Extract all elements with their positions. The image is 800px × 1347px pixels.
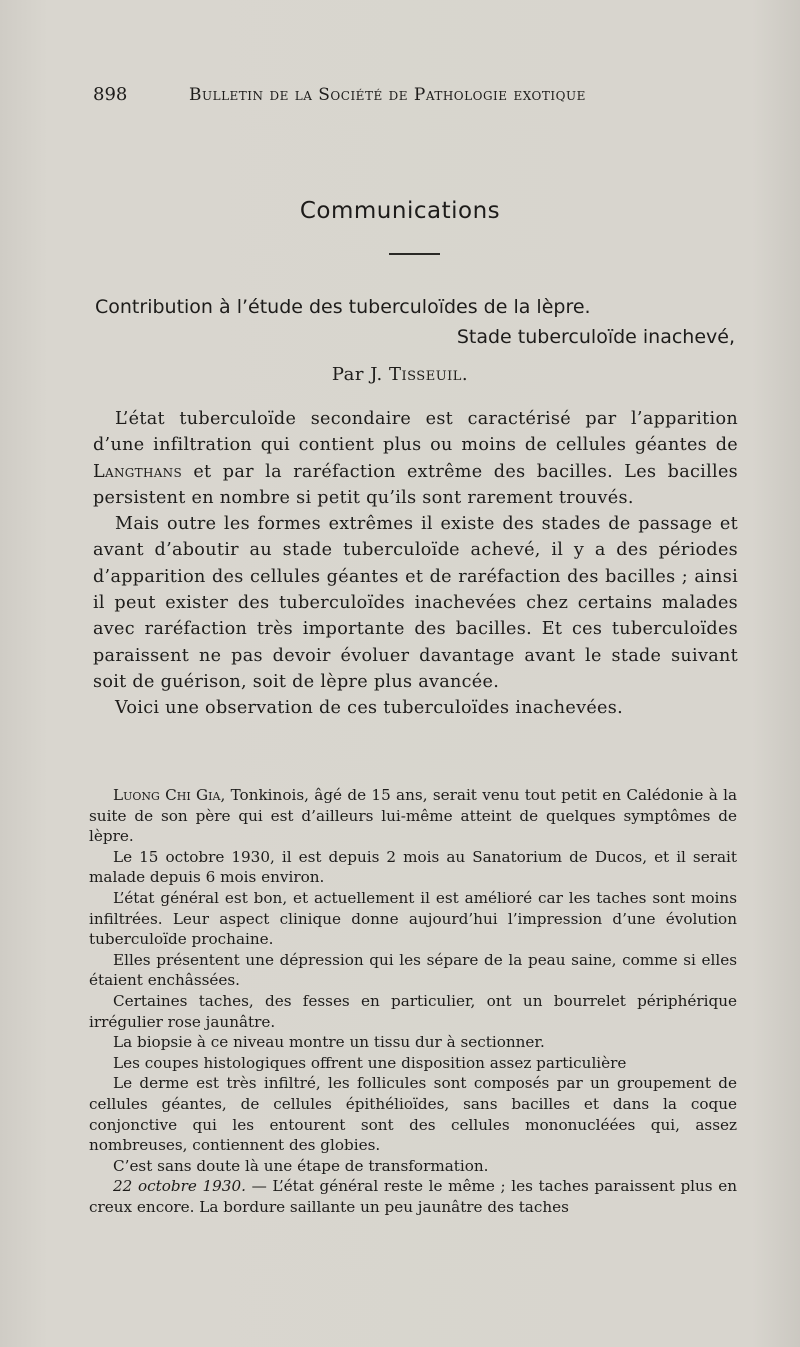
body-text: L’état tuberculoïde secondaire est caractérisé par l’apparition d’une infiltration qui contient plus ou moins de cellules géantes de: [93, 409, 738, 456]
patient-name: Luong Chi Gia: [113, 786, 221, 804]
body-paragraph: Mais outre les formes extrêmes il existe des stades de passage et avant d’aboutir au stade tuberculoïde achevé, il y a des périodes d’apparition des cellules géantes et de raréfaction des bacilles ; ainsi il peut exister des tuberculoïdes inachevées chez certains malades avec raréfaction très importante des bacilles. Et ces tuberculoïdes paraissent ne pas devoir évoluer davantage avant le stade suivant soit de guérison, soit de lèpre plus avancée.: [93, 514, 738, 692]
section-divider: [389, 253, 440, 255]
article-title-line-2: Stade tuberculoïde inachevé,: [456, 326, 735, 348]
author-name: Tisseuil.: [388, 364, 469, 385]
observation-paragraph: Le derme est très infiltré, les follicules sont composés par un groupement de cellules géantes, de cellules épithélioïdes, sans bacilles et dans la coque conjonctive qui les entourent sont des cellules mononucléées qui, assez nombreuses, contiennent des globies.: [89, 1074, 737, 1155]
article-title-line-1: Contribution à l’étude des tuberculoïdes de la lèpre.: [95, 296, 591, 318]
observation-paragraph: C’est sans doute là une étape de transformation.: [113, 1156, 489, 1175]
observation: [89, 785, 737, 1217]
observation-paragraph: Elles présentent une dépression qui les sépare de la peau saine, comme si elles étaient enchâssées.: [89, 950, 737, 990]
observation-date: 22 octobre 1930.: [113, 1177, 246, 1196]
running-header: [93, 84, 641, 105]
journal-title: Bulletin de la Société de Pathologie exotique: [189, 85, 586, 105]
section-title: Communications: [299, 198, 501, 224]
observation-paragraph: [89, 785, 737, 847]
cited-name: Langthans: [93, 461, 182, 482]
observation-paragraph: Certaines taches, des fesses en particulier, ont un bourrelet périphérique irrégulier rose jaunâtre.: [89, 991, 737, 1031]
author-prefix: Par J.: [331, 364, 383, 385]
article-title: [95, 292, 735, 352]
observation-paragraph: Les coupes histologiques offrent une disposition assez particulière: [113, 1053, 627, 1072]
observation-paragraph: L’état général est bon, et actuellement il est amélioré car les taches sont moins infiltrées. Leur aspect clinique donne aujourd’hui l’impression d’une évolution tuberculoïde prochaine.: [89, 888, 737, 949]
observation-paragraph: La biopsie à ce niveau montre un tissu dur à sectionner.: [113, 1033, 545, 1052]
page-number: 898: [93, 84, 128, 105]
body-paragraph: [93, 406, 738, 511]
observation-paragraph: Le 15 octobre 1930, il est depuis 2 mois au Sanatorium de Ducos, et il serait malade depuis 6 mois environ.: [89, 847, 737, 887]
observation-text: , Tonkinois, âgé de 15 ans, serait venu tout petit en Calédonie à la suite de son père qui est d’ailleurs lui-même atteint de quelques symptômes de lèpre.: [89, 786, 738, 846]
author-line: [0, 364, 800, 385]
body-text: et par la raréfaction extrême des bacilles. Les bacilles persistent en nombre si petit qu’ils sont rarement trouvés.: [93, 461, 738, 508]
observation-text: — L’état général reste le même ; les taches paraissent plus en creux encore. La bordure saillante un peu jaunâtre des taches: [89, 1177, 737, 1216]
body-paragraph: Voici une observation de ces tuberculoïdes inachevées.: [115, 698, 623, 719]
observation-paragraph: [89, 1176, 737, 1217]
article-body: [93, 406, 738, 722]
